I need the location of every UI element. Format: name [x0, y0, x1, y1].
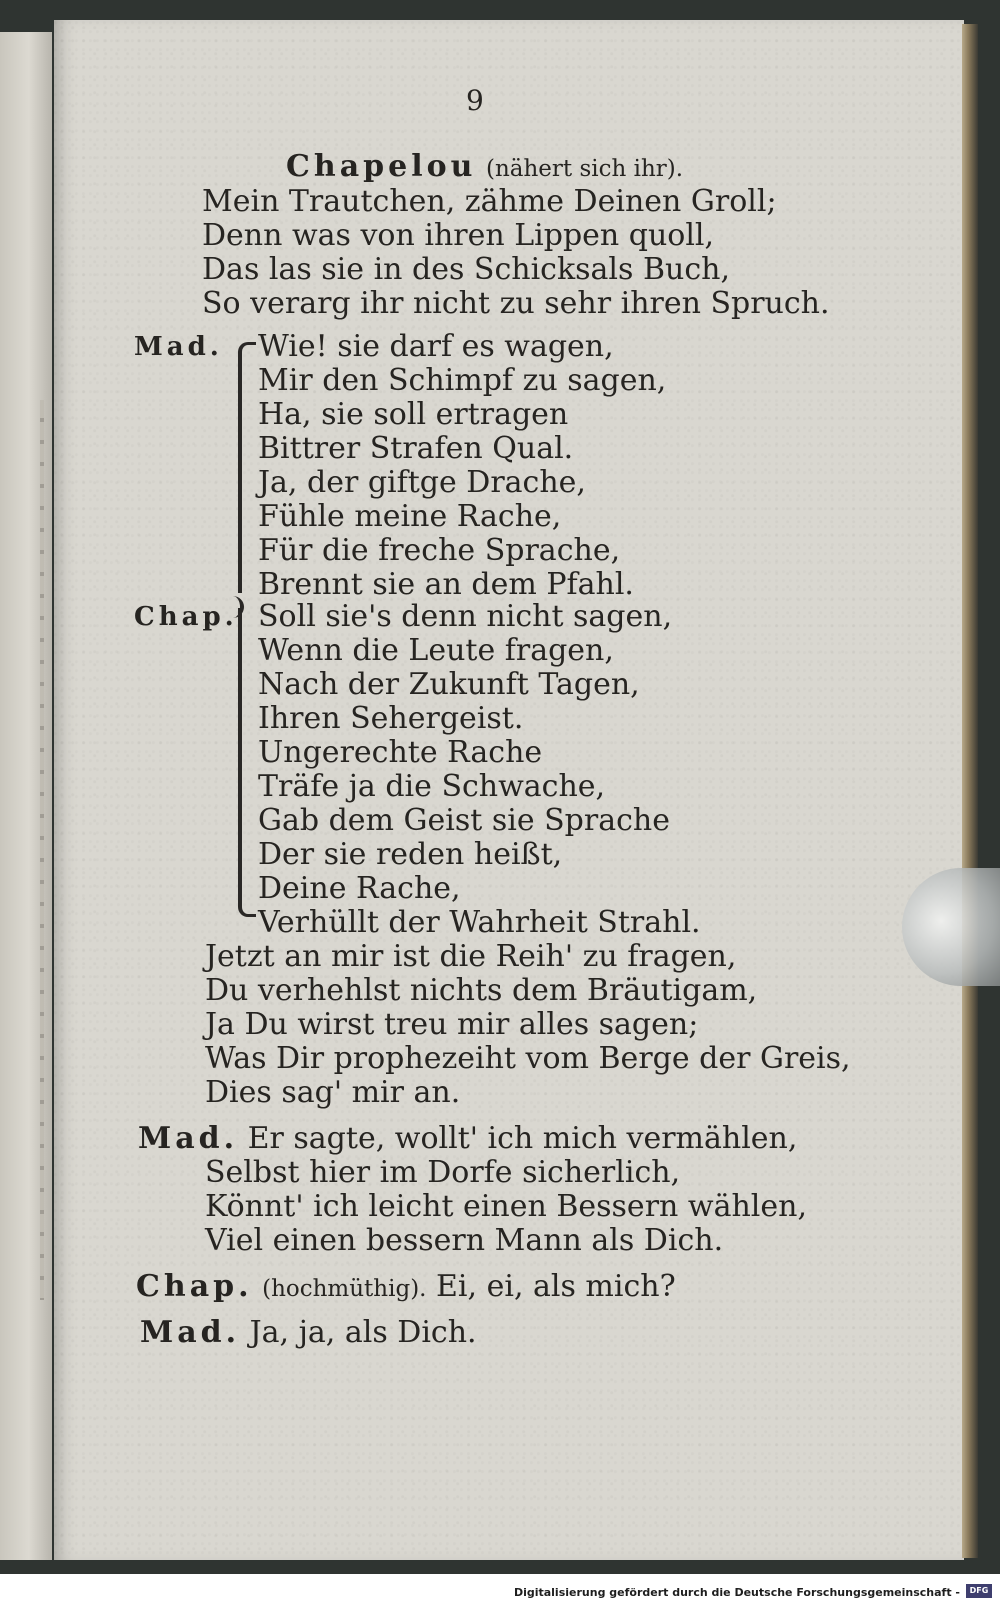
verse-line: Soll sie's denn nicht sagen, [258, 599, 673, 634]
page-number: 9 [466, 84, 484, 117]
speaker-label: Mad. [138, 1121, 239, 1156]
verse-line: Denn was von ihren Lippen quoll, [202, 218, 715, 253]
speech-line [136, 1270, 676, 1306]
verse-line: So verarg ihr nicht zu sehr ihren Spruch. [202, 286, 830, 321]
dfg-logo: DFG [966, 1584, 992, 1598]
verse-line: Der sie reden heißt, [258, 837, 563, 872]
speech-line [140, 1316, 477, 1350]
verse-line: Nach der Zukunft Tagen, [258, 667, 640, 702]
verse-line: Brennt sie an dem Pfahl. [258, 567, 634, 602]
verse-line: Jetzt an mir ist die Reih' zu fragen, [205, 939, 737, 974]
verse-line: Er sagte, wollt' ich mich vermählen, [247, 1121, 798, 1156]
speech-line [138, 1122, 797, 1156]
verse-line: Deine Rache, [258, 871, 461, 906]
page-stack-edge [962, 24, 978, 1558]
verse-line: Das las sie in des Schicksals Buch, [202, 252, 730, 287]
verse-line: Selbst hier im Dorfe sicherlich, [205, 1155, 681, 1190]
verse-line: Ja, der giftge Drache, [258, 465, 586, 500]
verse-line: Wie! sie darf es wagen, [258, 329, 614, 364]
verse-line: Ei, ei, als mich? [436, 1269, 676, 1304]
binding-thread [40, 400, 44, 1300]
verse-line: Ja Du wirst treu mir alles sagen; [205, 1007, 699, 1042]
stage-direction: (hochmüthig). [262, 1276, 427, 1302]
previous-page-edge [0, 32, 52, 1560]
stage-direction: (nähert sich ihr). [485, 156, 684, 182]
verse-line: Könnt' ich leicht einen Bessern wählen, [205, 1189, 807, 1224]
verse-line: Viel einen bessern Mann als Dich. [205, 1223, 724, 1258]
footer-bar [0, 1574, 1000, 1616]
duet-brace-upper [238, 342, 256, 593]
speaker-label: Chap. [136, 1269, 253, 1304]
speaker-heading [286, 150, 683, 186]
verse-line: Verhüllt der Wahrheit Strahl. [258, 905, 701, 940]
verse-line: Ja, ja, als Dich. [249, 1315, 477, 1350]
verse-line: Was Dir prophezeiht vom Berge der Greis, [205, 1041, 851, 1076]
verse-line: Du verhehlst nichts dem Bräutigam, [205, 973, 758, 1008]
speaker-label: Chap. [134, 602, 238, 632]
verse-line: Ungerechte Rache [258, 735, 543, 770]
verse-line: Träfe ja die Schwache, [258, 769, 606, 804]
funding-credit: Digitalisierung gefördert durch die Deutsche Forschungsgemeinschaft - [513, 1586, 960, 1599]
speaker-name: Chapelou [286, 149, 477, 184]
speaker-label: Mad. [140, 1315, 241, 1350]
verse-line: Mein Trautchen, zähme Deinen Groll; [202, 184, 777, 219]
verse-line: Dies sag' mir an. [205, 1075, 461, 1110]
verse-line: Mir den Schimpf zu sagen, [258, 363, 667, 398]
verse-line: Fühle meine Rache, [258, 499, 562, 534]
verse-line: Ha, sie soll ertragen [258, 397, 569, 432]
verse-line: Bittrer Strafen Qual. [258, 431, 574, 466]
verse-line: Für die freche Sprache, [258, 533, 621, 568]
speaker-label: Mad. [134, 332, 223, 362]
verse-line: Wenn die Leute fragen, [258, 633, 614, 668]
verse-line: Gab dem Geist sie Sprache [258, 803, 670, 838]
duet-brace-lower [238, 608, 256, 917]
verse-line: Ihren Sehergeist. [258, 701, 524, 736]
